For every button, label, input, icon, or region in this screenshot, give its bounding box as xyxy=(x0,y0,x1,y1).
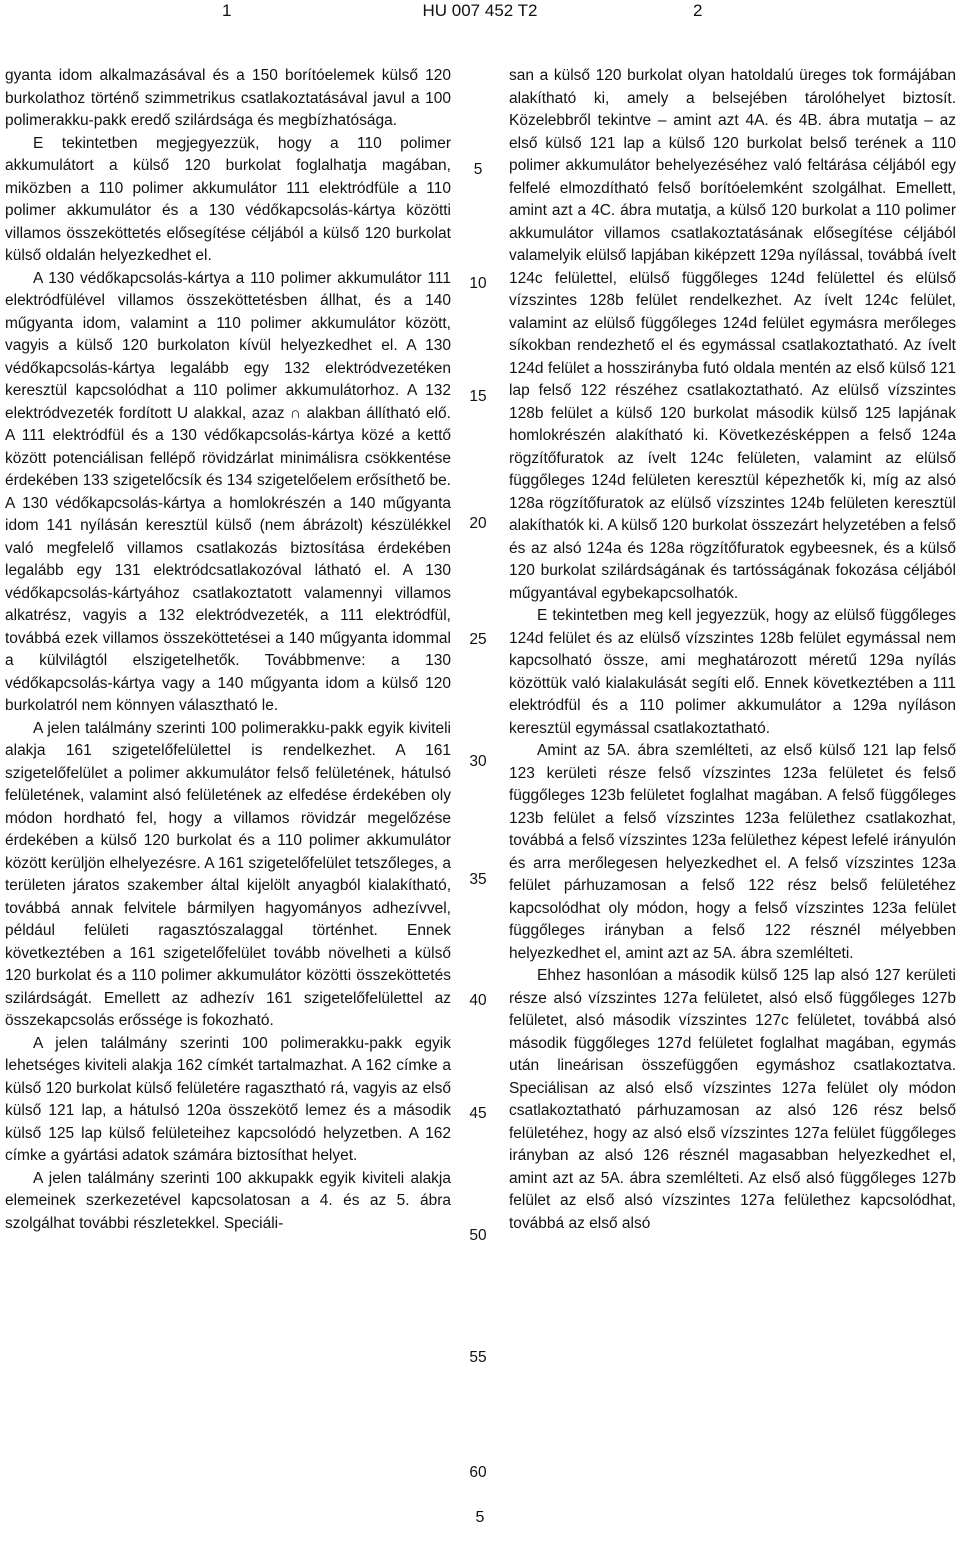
line-number: 40 xyxy=(469,992,487,1009)
paragraph: san a külső 120 burkolat olyan hatoldalú üreges tok formájában alakítható ki, amely a belsejében tárolóhelyet biztosít. Közelebbről tekintve – amint azt 4A. és 4B. ábra mutatja – az első külső 121 lap a külső 120 burkolat belső terének a 110 polimer akkumulátor behelyezéséhez való feltárása céljából egy felfelé elmozdítható felső borítóelemként szolgálhat. Emellett, amint azt a 4C. ábra mutatja, a külső 120 burkolat a 110 polimer akkumulátor villamos csatlakoztatásának elősegítése céljából valamelyik elülső lapjában kiképzett 129a nyílással, továbbá ívelt 124c felülettel, elülső függőleges 124d felülettel és elülső vízszintes 128b felület rendelkezhet. Az ívelt 124c felület, valamint az elülső függőleges 124d felület egymásra merőleges síkokban rendezhető el és egymással csatlakoztatható. Az ívelt 124d felület a hosszirányba futó oldala mentén az első külső 121 lap felső 122 részéhez csatlakoztatható. Az elülső vízszintes 128b felület a külső 120 burkolat második külső 125 lapjának homlokrészén alakítható ki. Következésképpen a felső 124a rögzítőfuratok az ívelt 124c felületen, valamint az elülső függőleges 124d felületen keresztül képezhetők ki, míg az alsó 128a rögzítőfuratok az elülső vízszintes 124b felületen keresztül alakíthatók ki. A külső 120 burkolat összezárt helyzetében a felső és az alsó 124a és 128a rögzítőfuratok egybeesnek, és a külső 120 burkolat szilárdságának és tartósságának fokozása céljából műgyantával egybekapcsolhatók. xyxy=(509,67,956,602)
header-right-page-number: 2 xyxy=(693,1,703,20)
left-text-column xyxy=(5,65,451,1235)
footer-page-number: 5 xyxy=(475,1509,485,1526)
line-number: 50 xyxy=(469,1227,487,1244)
line-number: 60 xyxy=(469,1464,487,1481)
line-number: 30 xyxy=(469,753,487,770)
line-number: 25 xyxy=(469,631,487,648)
line-number: 15 xyxy=(469,388,487,405)
paragraph: A jelen találmány szerinti 100 polimerakku-pakk egyik kiviteli alakja 161 szigetelőfelülettel is rendelkezhet. A 161 szigetelőfelület a polimer akkumulátor felső felületének, hátulsó felületének, valamint alsó felületének az elfedése érdekében oly módon hordható fel, hogy a villamos rövidzár megelőzése érdekében a külső 120 burkolat és a 110 polimer akkumulátor között kerüljön elhelyezésre. A 161 szigetelőfelület tetszőleges, a területen járatos szakember által kijelölt anyagból kialakítható, továbbá annak felvitele bármilyen hagyományos adhezívvel, például felületi ragasztószalaggal történhet. Ennek következtében a 161 szigetelőfelület tovább növelheti a külső 120 burkolat és a 110 polimer akkumulátor közötti összeköttetés szilárdságát. Emellett az adhezív 161 szigetelőfelülettel az összekapcsolás erőssége is fokozható. xyxy=(5,719,451,1029)
paragraph: A 130 védőkapcsolás-kártya a 110 polimer akkumulátor 111 elektródfülével villamos összeköttetésben állhat, és a 140 műgyanta idom, valamint a 110 polimer akkumulátor között, vagyis a külső 120 burkolaton kívül helyezkedhet el. A 130 védőkapcsolás-kártya legalább egy 132 elektródvezetéken keresztül kapcsolódhat a 110 polimer akkumulátorhoz. A 132 elektródvezeték fordított U alakkal, azaz ∩ alakban állítható elő. A 111 elektródfül és a 130 védőkapcsolás-kártya közé a kettő között potenciálisan fellépő rövidzárlat minimálisra csökkentése érdekében 133 szigetelőcsík és 134 szigetelőelem erősíthető be. A 130 védőkapcsolás-kártya a homlokrészén a 140 műgyanta idom 141 nyílásán keresztül külső (nem ábrázolt) készülékkel való megfelelő villamos csatlakozás biztosítása érdekében legalább egy 131 elektródcsatlakozóval látható el. A 130 védőkapcsolás-kártyához csatlakoztatott valamennyi villamos alkatrész, vagyis a 132 elektródvezeték, a 111 elektródfül, továbbá ezek villamos összeköttetései a 140 műgyanta idommal a külvilágtól elszigetelhetők. Továbbmenve: a 130 védőkapcsolás-kártya vagy a 140 műgyanta idom a külső 120 burkolatról nem könnyen választható le. xyxy=(5,269,451,714)
paragraph: A jelen találmány szerinti 100 polimerakku-pakk egyik lehetséges kiviteli alakja 162 címkét tartalmazhat. A 162 címke a külső 120 burkolat külső felületére ragasztható rá, vagyis az első külső 121 lap, a hátulsó 120a összekötő lemez és a második külső 125 lap külső felületeihez kapcsolódó helyzetben. A 162 címke a gyártási adatok számára biztosíthat helyet. xyxy=(5,1034,451,1164)
header-left-page-number: 1 xyxy=(222,1,232,20)
line-number: 55 xyxy=(469,1349,487,1366)
paragraph: E tekintetben meg kell jegyezzük, hogy az elülső függőleges 124d felület és az elülső vízszintes 128b felület egymással nem kapcsolható össze, ami meghatározott méretű 129a nyílás közöttük való kialakulását segíti elő. Ennek következtében a 111 elektródfül és a 110 polimer akkumulátor a 129a nyíláson keresztül egymással csatlakoztatható. xyxy=(509,607,956,737)
paragraph: A jelen találmány szerinti 100 akkupakk egyik kiviteli alakja elemeinek szerkezetével kapcsolatosan a 4. és az 5. ábra szolgálhat további részletekkel. Speciáli- xyxy=(5,1169,451,1232)
line-number: 35 xyxy=(469,871,487,888)
line-number: 45 xyxy=(469,1105,487,1122)
header-document-id: HU 007 452 T2 xyxy=(422,1,538,20)
line-number: 10 xyxy=(469,275,487,292)
line-number: 5 xyxy=(473,161,483,178)
paragraph: Ehhez hasonlóan a második külső 125 lap alsó 127 kerületi része alsó vízszintes 127a felületet, alsó első függőleges 127b felületet, alsó második vízszintes 127c felületet, továbbá alsó második függőleges 127d felületet foglalhat magában, egymás után lineárisan összefüggően egymáshoz csatlakoztatva. Speciálisan az alsó első vízszintes 127a felület oly módon csatlakoztatható párhuzamosan az alsó 126 rész belső felületéhez, hogy az alsó első vízszintes 127a felület függőleges irányban az alsó 126 résznél magasabban helyezkedhet el, amint azt az 5A. ábra szemlélteti. Az első alsó függőleges 127b felület az első alsó vízszintes 127a felülethez kapcsolódhat, továbbá az első alsó xyxy=(509,967,956,1232)
line-number: 20 xyxy=(469,515,487,532)
paragraph: gyanta idom alkalmazásával és a 150 borítóelemek külső 120 burkolathoz történő szimmetrikus csatlakoztatásával javul a 100 polimerakku-pakk eredő szilárdsága és megbízhatósága. xyxy=(5,67,451,129)
paragraph: E tekintetben megjegyezzük, hogy a 110 polimer akkumulátort a külső 120 burkolat foglalhatja magában, miközben a 110 polimer akkumulátor 111 elektródfüle a 110 polimer akkumulátor és a 130 védőkapcsolás-kártya közötti villamos összeköttetés elősegítése céljából a külső 120 burkolat külső oldalán helyezkedhet el. xyxy=(5,134,451,264)
right-text-column xyxy=(509,65,956,1235)
paragraph: Amint az 5A. ábra szemlélteti, az első külső 121 lap felső 123 kerületi része felső vízszintes 123a felületet és felső függőleges 123b felületet foglalhat magában. A felső függőleges 123b felület a felső vízszintes 123a felülethez csatlakozhat, továbbá a felső vízszintes 123a felülethez képest lefelé irányulón és arra merőlegesen helyezkedhet el. A felső vízszintes 123a felület párhuzamosan a felső 122 rész belső felületéhez kapcsolódhat oly módon, hogy a felső vízszintes 123a felület függőleges irányban a felső 122 résznél mélyebben helyezkedhet el, amint azt az 5A. ábra szemlélteti. xyxy=(509,742,956,962)
